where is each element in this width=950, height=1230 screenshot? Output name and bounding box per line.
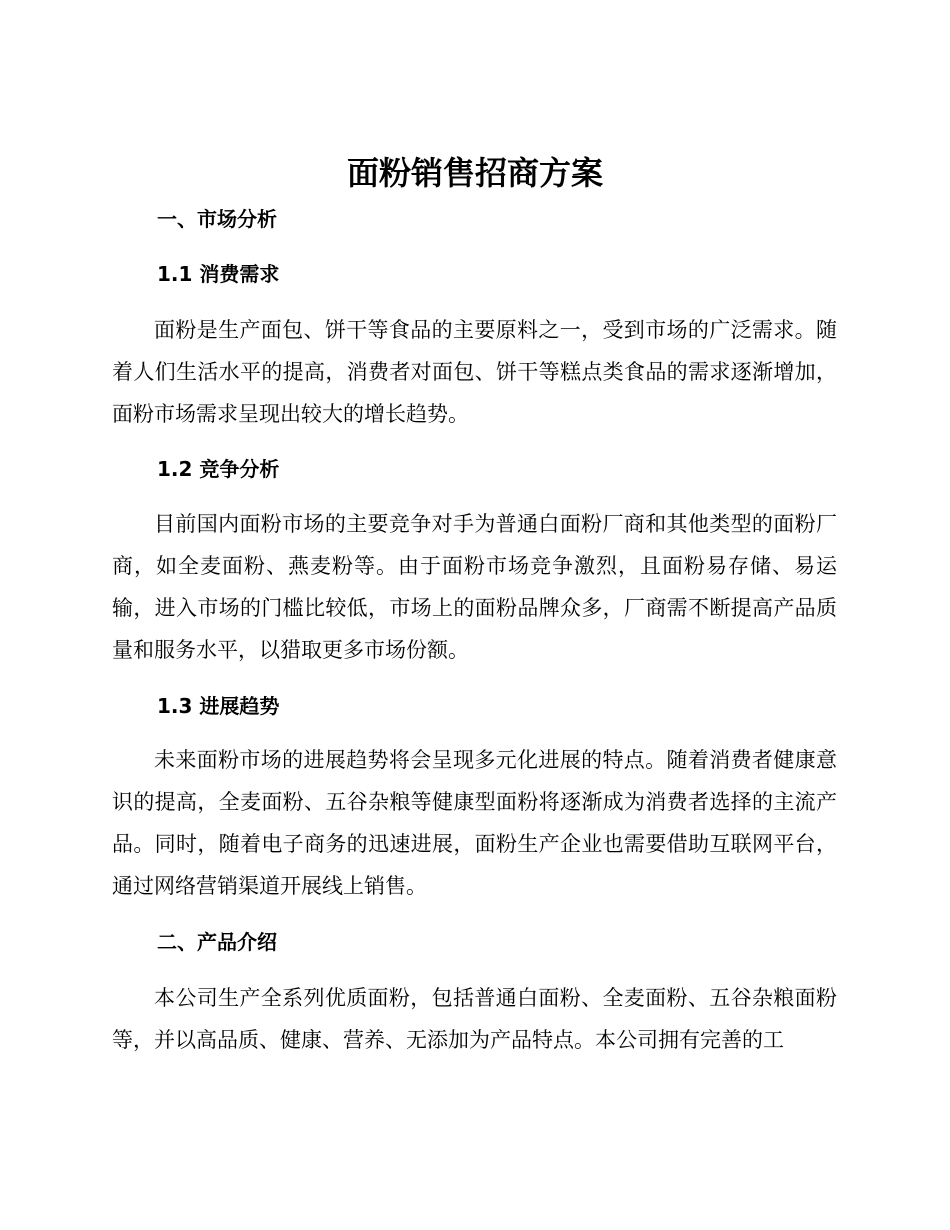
paragraph-product-introduction: 本公司生产全系列优质面粉，包括普通白面粉、全麦面粉、五谷杂粮面粉等，并以高品质、健康、营养、无添加为产品特点。本公司拥有完善的工 xyxy=(112,986,837,1052)
subsection-heading-development-trend: 1.3 进展趋势 xyxy=(157,694,280,718)
document-title: 面粉销售招商方案 xyxy=(346,154,603,192)
paragraph-consumer-demand: 面粉是生产面包、饼干等食品的主要原料之一，受到市场的广泛需求。随着人们生活水平的提高，消费者对面包、饼干等糕点类食品的需求逐渐增加，面粉市场需求呈现出较大的增长趋势。 xyxy=(112,318,837,426)
paragraph-competition-analysis: 目前国内面粉市场的主要竞争对手为普通白面粉厂商和其他类型的面粉厂商，如全麦面粉、燕麦粉等。由于面粉市场竞争激烈，且面粉易存储、易运输，进入市场的门槛比较低，市场上的面粉品牌众多，厂商需不断提高产品质量和服务水平，以猎取更多市场份额。 xyxy=(112,512,837,662)
subsection-heading-competition-analysis: 1.2 竞争分析 xyxy=(157,457,280,481)
section-heading-market-analysis: 一、市场分析 xyxy=(157,207,277,231)
paragraph-development-trend: 未来面粉市场的进展趋势将会呈现多元化进展的特点。随着消费者健康意识的提高，全麦面粉、五谷杂粮等健康型面粉将逐渐成为消费者选择的主流产品。同时，随着电子商务的迅速进展，面粉生产企业也需要借助互联网平台，通过网络营销渠道开展线上销售。 xyxy=(112,748,837,898)
subsection-heading-consumer-demand: 1.1 消费需求 xyxy=(157,262,280,286)
section-heading-product-introduction: 二、产品介绍 xyxy=(157,930,277,954)
